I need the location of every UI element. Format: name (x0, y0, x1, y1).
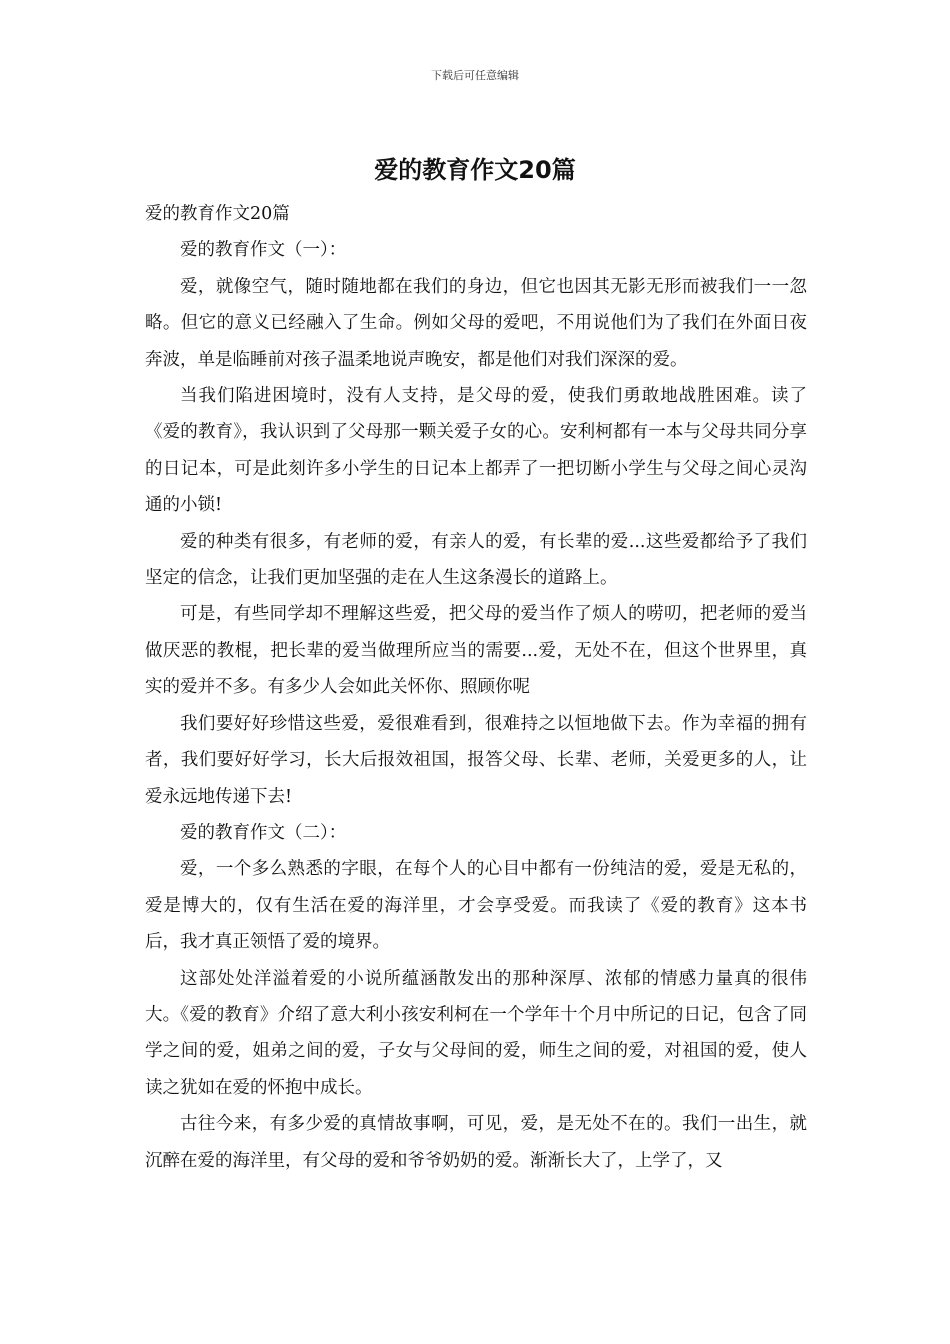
body-paragraph: 可是，有些同学却不理解这些爱，把父母的爱当作了烦人的唠叨，把老师的爱当做厌恶的教棍，把长辈的爱当做理所应当的需要...爱，无处不在，但这个世界里，真实的爱并不多。有多少人会如此关怀你、照顾你呢 (145, 604, 807, 698)
section-heading-2: 爱的教育作文（二）： (180, 822, 347, 843)
body-paragraph: 爱，就像空气，随时随地都在我们的身边，但它也因其无影无形而被我们一一忽略。但它的意义已经融入了生命。例如父母的爱吧，不用说他们为了我们在外面日夜奔波，单是临睡前对孩子温柔地说声晚安，都是他们对我们深深的爱。 (145, 276, 807, 370)
body-paragraph: 这部处处洋溢着爱的小说所蕴涵散发出的那种深厚、浓郁的情感力量真的很伟大。《爱的教育》介绍了意大利小孩安利柯在一个学年十个月中所记的日记，包含了同学之间的爱，姐弟之间的爱，子女与父母间的爱，师生之间的爱，对祖国的爱，使人读之犹如在爱的怀抱中成长。 (145, 968, 807, 1098)
page-header-note: 下载后可任意编辑 (431, 69, 519, 82)
section-heading-1: 爱的教育作文（一）： (180, 240, 347, 261)
document-title: 爱的教育作文20篇 (374, 156, 576, 184)
body-paragraph: 爱的种类有很多，有老师的爱，有亲人的爱，有长辈的爱...这些爱都给予了我们坚定的信念，让我们更加坚强的走在人生这条漫长的道路上。 (145, 531, 807, 589)
body-paragraph: 当我们陷进困境时，没有人支持，是父母的爱，使我们勇敢地战胜困难。读了《爱的教育》，我认识到了父母那一颗关爱子女的心。安利柯都有一本与父母共同分享的日记本，可是此刻许多小学生的日记本上都弄了一把切断小学生与父母之间心灵沟通的小锁! (145, 386, 807, 516)
body-paragraph: 爱，一个多么熟悉的字眼，在每个人的心目中都有一份纯洁的爱，爱是无私的，爱是博大的，仅有生活在爱的海洋里，才会享受爱。而我读了《爱的教育》这本书后，我才真正领悟了爱的境界。 (145, 859, 807, 953)
subtitle-paragraph: 爱的教育作文20篇 (145, 204, 290, 224)
body-paragraph: 古往今来，有多少爱的真情故事啊，可见，爱，是无处不在的。我们一出生，就沉醉在爱的海洋里，有父母的爱和爷爷奶奶的爱。渐渐长大了，上学了，又 (145, 1114, 807, 1171)
body-paragraph: 我们要好好珍惜这些爱，爱很难看到，很难持之以恒地做下去。作为幸福的拥有者，我们要好好学习，长大后报效祖国，报答父母、长辈、老师，关爱更多的人，让爱永远地传递下去! (145, 713, 807, 807)
document-body (145, 196, 807, 1179)
